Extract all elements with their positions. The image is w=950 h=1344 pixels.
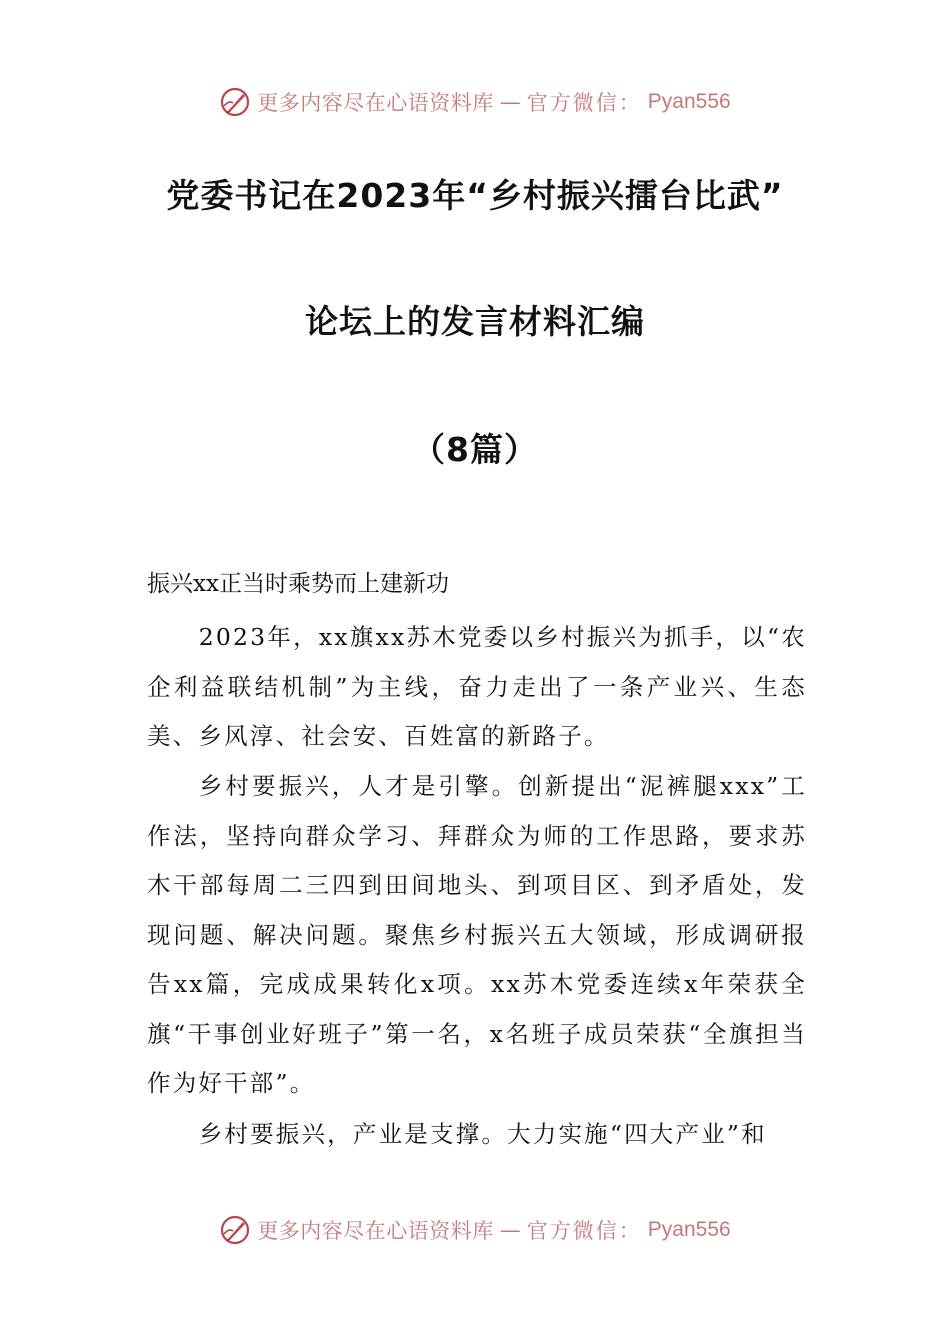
article-paragraph: 2023年，xx旗xx苏木党委以乡村振兴为抓手，以“农企利益联结机制”为主线，奋力走出了一条产业兴、生态美、乡风淳、社会安、百姓富的新路子。: [147, 623, 807, 750]
document-title-line-1: 党委书记在2023年“乡村振兴擂台比武”: [166, 176, 784, 215]
watermark-text: 更多内容尽在心语资料库: [257, 1219, 494, 1243]
watermark-wechat-label: 官方微信：: [526, 91, 642, 115]
document-title-line-2: 论坛上的发言材料汇编: [305, 302, 645, 341]
watermark-separator: —: [499, 90, 521, 114]
article-paragraph: 乡村要振兴，产业是支撑。大力实施“四大产业”和: [198, 1120, 767, 1148]
watermark-text: 更多内容尽在心语资料库: [257, 91, 494, 115]
pen-quill-icon: [219, 1214, 251, 1246]
watermark-separator: —: [499, 1218, 521, 1242]
pen-quill-icon: [219, 86, 251, 118]
document-title-count: （8篇）: [412, 430, 538, 469]
header-watermark: [0, 82, 950, 122]
watermark-wechat-id: Pyan556: [647, 90, 731, 113]
watermark-wechat-id: Pyan556: [647, 1218, 731, 1241]
article-paragraph: 乡村要振兴，人才是引擎。创新提出“泥裤腿xxx”工作法，坚持向群众学习、拜群众为师的工作思路，要求苏木干部每周二三四到田间地头、到项目区、到矛盾处，发现问题、解决问题。聚焦乡村振兴五大领域，形成调研报告xx篇，完成成果转化x项。xx苏木党委连续x年荣获全旗“干事创业好班子”第一名，x名班子成员荣获“全旗担当作为好干部”。: [147, 772, 807, 1097]
footer-watermark: [0, 1210, 950, 1250]
article-subtitle: 振兴xx正当时乘势而上建新功: [147, 571, 449, 597]
watermark-wechat-label: 官方微信：: [526, 1219, 642, 1243]
